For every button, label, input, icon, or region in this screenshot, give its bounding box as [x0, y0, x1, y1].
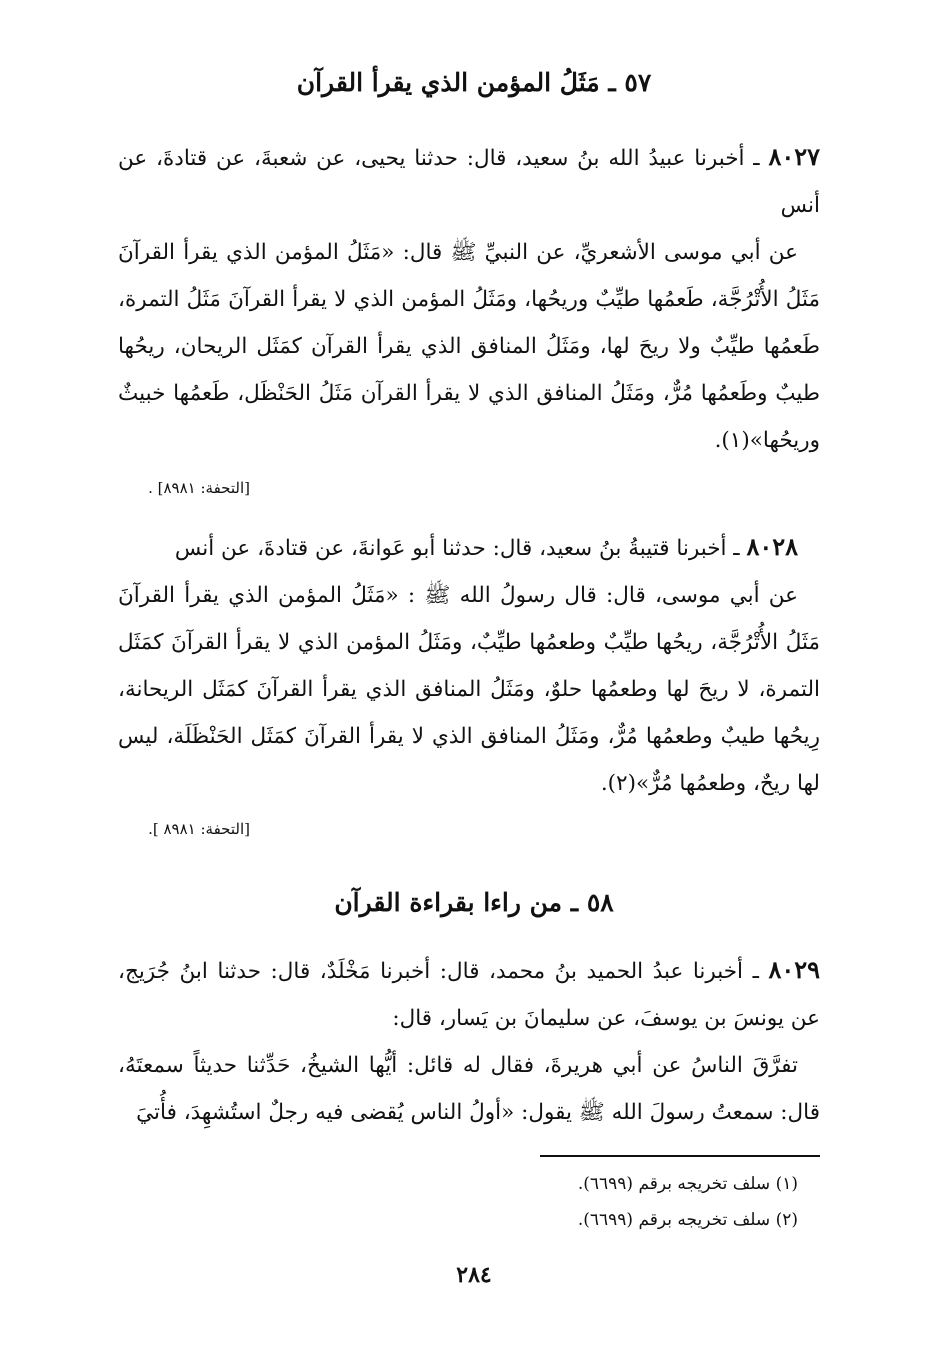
footnote-1: (١) سلف تخريجه برقم (٦٦٩٩). [577, 1174, 798, 1194]
hadith-8028 [118, 523, 820, 807]
isnad-text: ـ أخبرنا عبدُ الحميد بنُ محمد، قال: أخبرنا مَخْلَدٌ، قال: حدثنا ابنُ جُرَيج، عن يونسَ بن يوسفَ، عن سليمانَ بن يَسار، قال: [118, 959, 820, 1031]
hadith-8029 [118, 946, 820, 1136]
hadith-isnad [118, 946, 820, 1042]
isnad-text: ـ أخبرنا قتيبةُ بنُ سعيد، قال: حدثنا أبو عَوانةَ، عن قتادةَ، عن أنس [174, 536, 747, 561]
hadith-number: ٨٠٢٨ [746, 532, 798, 561]
hadith-matn: عن أبي موسى، قال: قال رسولُ الله ﷺ : «مَثَلُ المؤمن الذي يقرأ القرآنَ مَثَلُ الأُتْرُجَّة، ريحُها طيِّبٌ وطعمُها طيِّبٌ، ومَثَلُ المؤمن الذي لا يقرأ القرآنَ كمَثَل التمرة، لا ريحَ لها وطعمُها حلوٌ، ومَثَلُ المنافق الذي يقرأ القرآنَ كمَثَل الريحانة، رِيحُها طيبٌ وطعمُها مُرٌّ، ومَثَلُ المنافق الذي لا يقرأ القرآنَ كمَثَل الحَنْظَلَة، ليس لها ريحٌ، وطعمُها مُرٌّ»(٢). [118, 583, 820, 796]
tuhfa-reference: [التحفة: ٨٩٨١] . [148, 479, 250, 497]
page-number: ٢٨٤ [456, 1262, 492, 1288]
hadith-matn: تفرَّقَ الناسُ عن أبي هريرةَ، فقال له قائل: أيُّها الشيخُ، حَدِّثنا حديثاً سمعتَهُ، قال: سمعتُ رسولَ الله ﷺ يقول: «أولُ الناس يُقضى فيه رجلٌ استُشهِدَ، فأُتيَ [118, 1053, 820, 1125]
hadith-isnad [118, 133, 820, 229]
hadith-number: ٨٠٢٩ [768, 955, 820, 984]
isnad-text: ـ أخبرنا عبيدُ الله بنُ سعيد، قال: حدثنا يحيى، عن شعبةَ، عن قتادةَ، عن أنس [118, 146, 820, 218]
tuhfa-reference: [التحفة: ٨٩٨١ ]. [148, 820, 250, 838]
hadith-number: ٨٠٢٧ [768, 142, 820, 171]
hadith-8027 [118, 133, 820, 464]
footnotes [578, 1166, 798, 1238]
hadith-isnad [118, 523, 820, 572]
hadith-matn: عن أبي موسى الأشعريِّ، عن النبيِّ ﷺ قال: «مَثَلُ المؤمن الذي يقرأ القرآنَ مَثَلُ الأُتْرُجَّة، طَعمُها طيِّبٌ وريحُها، ومَثَلُ المؤمن الذي لا يقرأ القرآنَ مَثَلُ التمرة، طَعمُها طيِّبٌ ولا ريحَ لها، ومَثَلُ المنافق الذي يقرأ القرآن كمَثَل الريحان، ريحُها طيبٌ وطَعمُها مُرٌّ، ومَثَلُ المنافق الذي لا يقرأ القرآن مَثَلُ الحَنْظَل، طَعمُها خبيثٌ وريحُها»(١). [118, 240, 820, 453]
footnote-divider [540, 1155, 820, 1157]
footnote-2: (٢) سلف تخريجه برقم (٦٦٩٩). [577, 1210, 798, 1230]
section-heading-57: ٥٧ ـ مَثَلُ المؤمن الذي يقرأ القرآن [296, 68, 652, 97]
section-heading-58: ٥٨ ـ من راءا بقراءة القرآن [334, 888, 614, 917]
